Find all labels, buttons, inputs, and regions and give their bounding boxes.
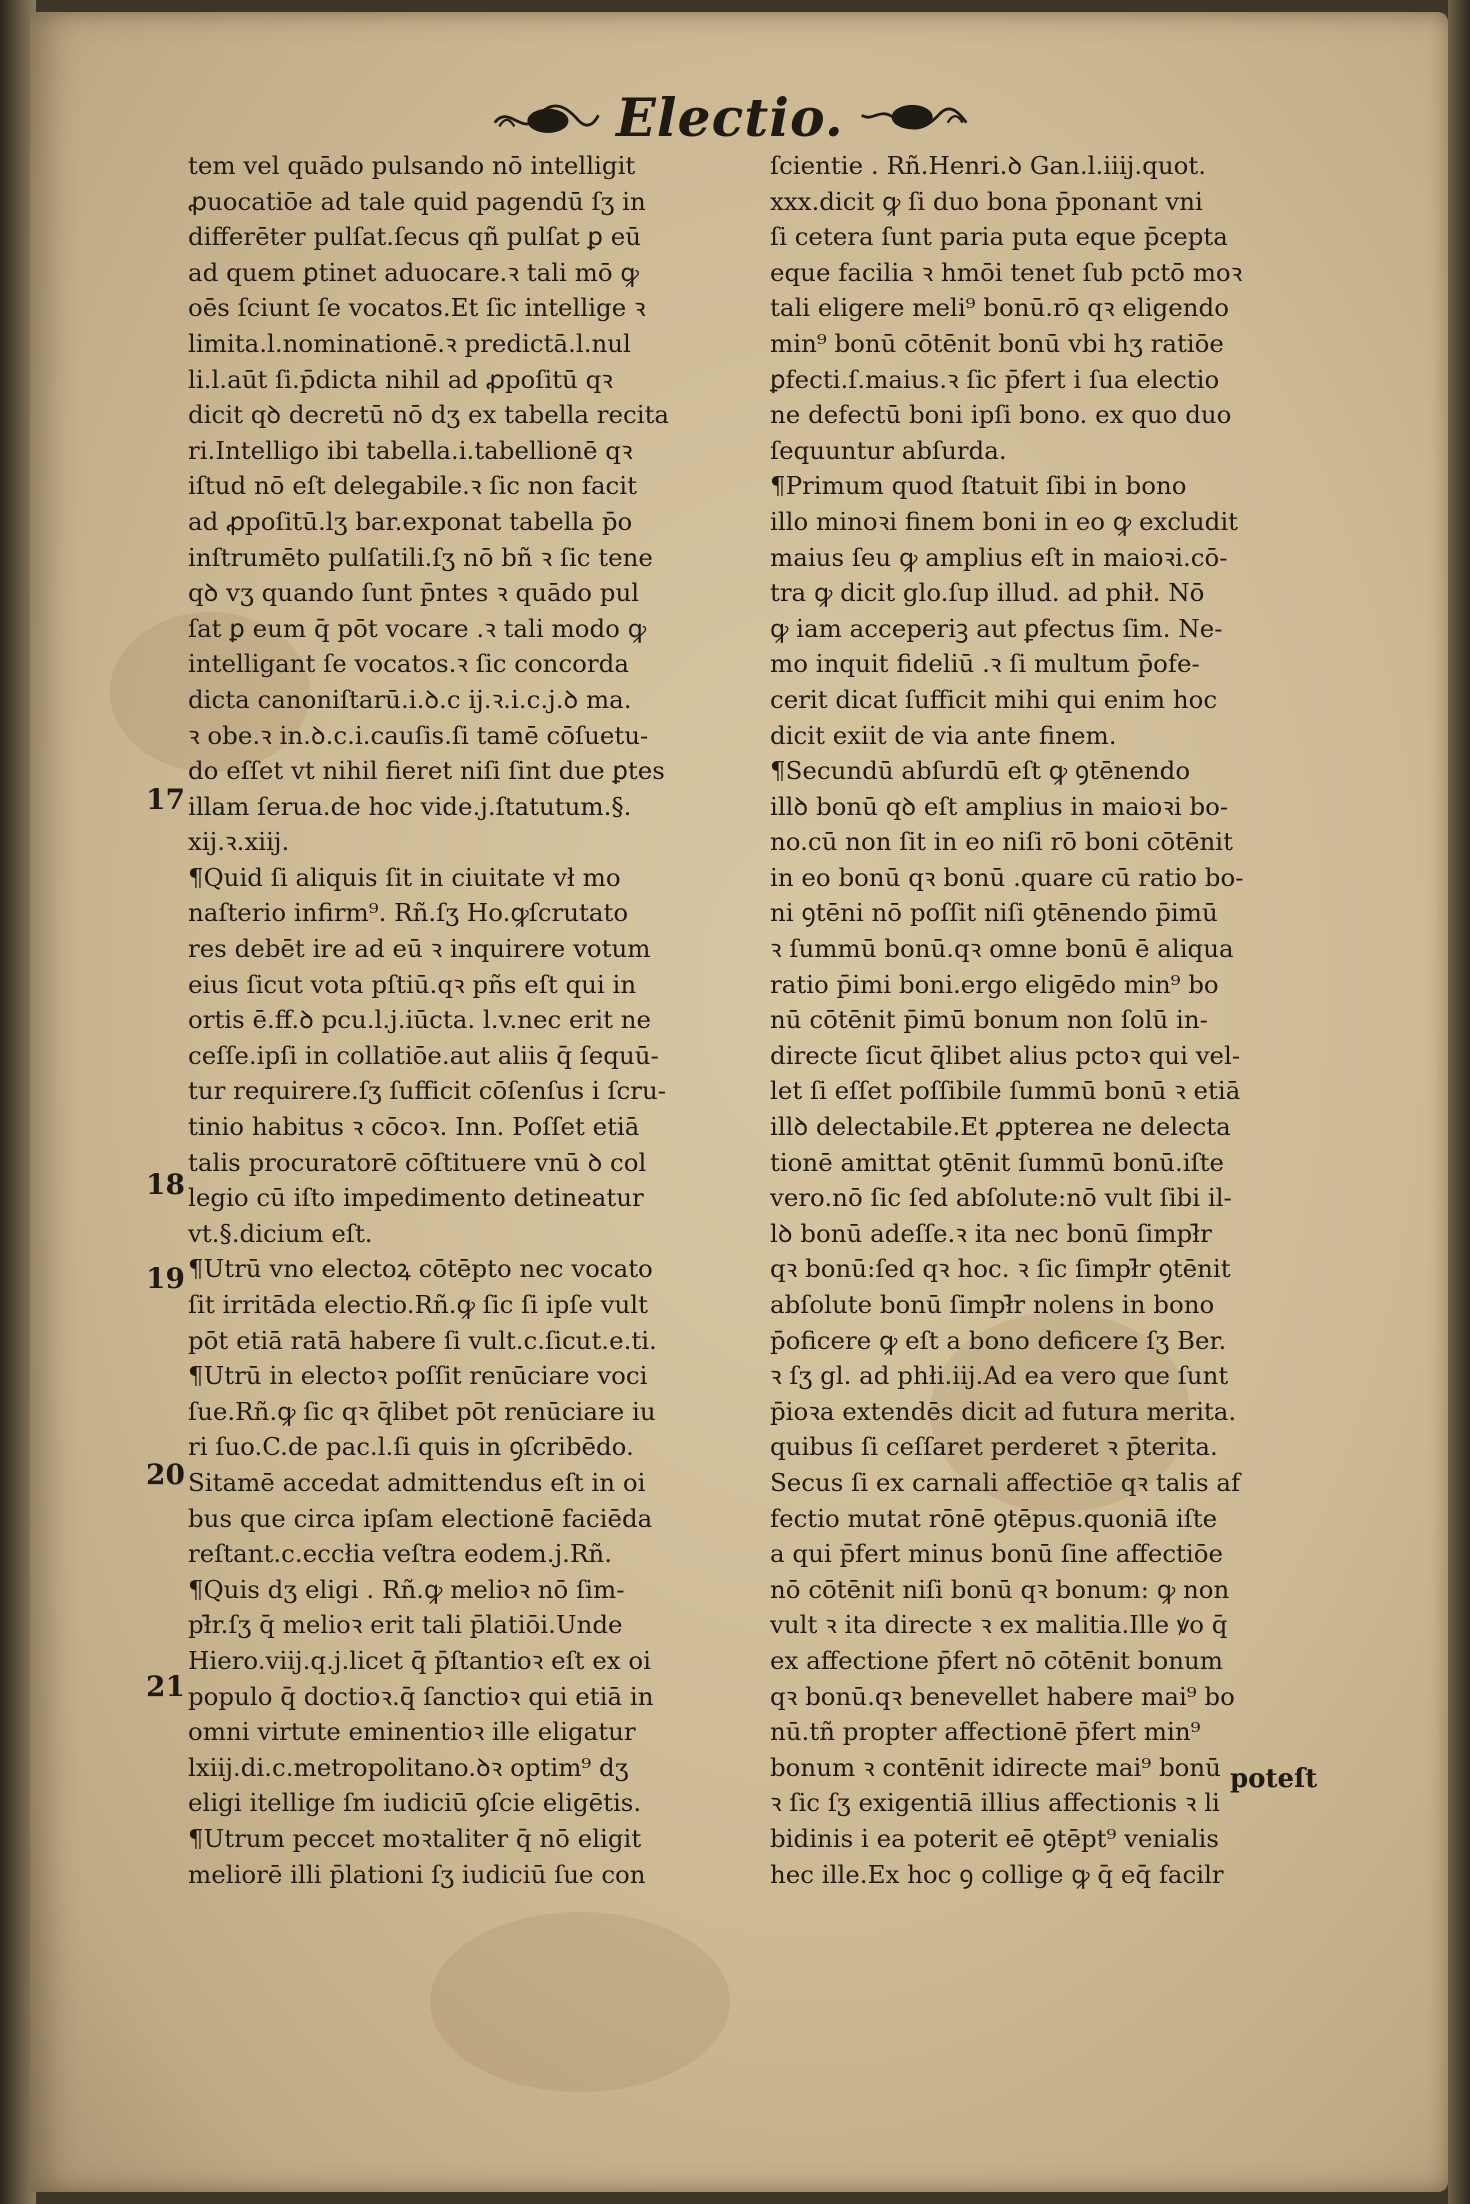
text-line: tionē amittat ꝯtēnit ſummū bonū.iſte [770,1147,1224,1177]
text-line: ſequuntur abſurda. [770,435,1007,465]
text-line: fectio mutat rōnē ꝯtēpus.quoniā iſte [770,1503,1218,1533]
text-line: pōt etiā ratā habere ſi vult.c.ſicut.e.ti. [188,1325,657,1355]
text-line: ꝛ ſʒ gl. ad phłi.iij.Ad ea vero que ſunt [770,1361,1229,1391]
text-line: p̄ioꝛa extendēs dicit ad futura merita. [770,1396,1237,1426]
paper-stain [430,1912,730,2092]
text-line: p̄oficere ꝙ eſt a bono deficere ſʒ Ber. [770,1325,1227,1355]
text-line: bonum ꝛ contēnit idirecte mai⁹ bonū [770,1752,1221,1782]
text-line: no.cū non ſit in eo niſi rō boni cōtēnit [770,827,1233,857]
text-line: intelligant ſe vocatos.ꝛ ſic concorda [188,649,629,679]
text-line: ortis ē.ff.ꝺ pcu.l.j.iūcta. l.v.nec erit ne [188,1005,652,1035]
text-line: illam ſerua.de hoc vide.j.ſtatutum.§. [188,791,632,821]
text-line: bidinis i ea poterit eē ꝯtēpt⁹ venialis [770,1823,1219,1853]
text-line: legio cū iſto impedimento detineatur [188,1183,644,1213]
text-line: ad ꝓpoſitū.lʒ bar.exponat tabella p̄o [188,506,633,536]
text-line: ad quem ꝑtinet aduocare.ꝛ tali mō ꝙ [188,257,639,287]
text-line: omni virtute eminentioꝛ ille eligatur [188,1717,636,1747]
page-title: Electio. [616,87,844,149]
text-line: Sitamē accedat admittendus eſt in oi [188,1467,646,1497]
text-line: limita.l.nominationē.ꝛ predictā.l.nul [188,328,631,358]
text-line: ſi cetera ſunt paria puta eque p̄cepta [770,222,1228,252]
catchword: poteſt [1230,1764,1318,1794]
text-line: nū.tñ propter affectionē p̄fert min⁹ [770,1717,1201,1747]
text-line: ¶Utrū vno electoꝝ cōtēpto nec vocato [188,1254,653,1284]
text-line: pł̄r.ſʒ q̄ melioꝛ erit tali p̄latiōi.Unde [188,1610,623,1640]
text-line: eque facilia ꝛ hmōi tenet ſub pctō moꝛ [770,257,1243,287]
text-line: tali eligere meli⁹ bonū.rō qꝛ eligendo [770,293,1229,323]
text-line: abſolute bonū ſimpł̄r nolens in bono [770,1290,1215,1319]
text-line: tinio habitus ꝛ cōcoꝛ. Inn. Poſſet etiā [188,1112,640,1142]
margin-number: 20 [146,1458,185,1491]
text-line: illo minoꝛi finem boni in eo ꝙ excludit [770,506,1238,536]
text-line: ſit irritāda electio.Rñ.ꝙ ſic ſi ipſe vult [188,1290,648,1319]
left-text-column [188,148,758,1892]
text-line: nū cōtēnit p̄imū bonum non ſolū in- [770,1005,1208,1035]
text-line: ne defectū boni ipſi bono. ex quo duo [770,400,1232,430]
text-line: lxiij.di.c.metropolitano.ꝺꝛ optim⁹ dʒ [188,1752,629,1782]
text-line: eius ſicut vota pſtiū.qꝛ pñs eſt qui in [188,969,637,999]
text-line: do eſſet vt nihil fieret niſi ſint due ꝑtes [188,756,665,786]
text-line: nō cōtēnit niſi bonū qꝛ bonum: ꝙ non [770,1574,1230,1604]
text-line: tur requirere.ſʒ ſufficit cōſenſus i ſcru- [188,1076,667,1106]
text-line: ¶Primum quod ſtatuit ſibi in bono [770,471,1187,501]
text-line: ꝛ obe.ꝛ in.ꝺ.c.i.cauſis.ſi tamē cōſuetu- [188,720,649,750]
text-line: ¶Quid ſi aliquis ſit in ciuitate vł mo [188,862,621,892]
text-line: qꝺ vʒ quando ſunt p̄ntes ꝛ quādo pul [188,578,640,608]
text-line: li.l.aūt ſi.p̄dicta nihil ad ꝓpoſitū qꝛ [188,364,613,394]
text-line: tra ꝙ dicit glo.ſup illud. ad phił. Nō [770,578,1205,608]
text-line: let ſi eſſet poſſibile ſummū bonū ꝛ etiā [770,1076,1241,1106]
text-line: xxx.dicit ꝙ ſi duo bona p̄ponant vni [770,186,1203,216]
text-line: populo q̄ doctioꝛ.q̄ ſanctioꝛ qui etiā in [188,1681,654,1711]
text-line: cerit dicat ſufficit mihi qui enim hoc [770,684,1218,714]
text-line: dicit exiit de via ante finem. [770,720,1117,750]
text-line: xij.ꝛ.xiij. [188,827,290,857]
text-line: vero.nō ſic ſed abſolute:nō vult ſibi il- [770,1183,1232,1213]
text-line: ꝛ ſummū bonū.qꝛ omne bonū ē aliqua [770,934,1234,964]
text-line: ꝓuocatiōe ad tale quid pagendū ſʒ in [188,186,646,216]
text-line: ri ſuo.C.de pac.l.ſi quis in ꝯſcribēdo. [188,1432,634,1462]
text-line: reſtant.c.eccłia veſtra eodem.j.Rñ. [188,1539,612,1569]
text-line: Secus ſi ex carnali affectiōe qꝛ talis af [770,1467,1241,1497]
left-ornament-icon [490,93,602,143]
text-line: mo inquit fideliū .ꝛ ſi multum p̄ofe- [770,649,1200,679]
margin-number: 17 [146,783,185,816]
text-line: in eo bonū qꝛ bonū .quare cū ratio bo- [770,862,1244,892]
text-line: qꝛ bonū:ſed qꝛ hoc. ꝛ ſic ſimpł̄r ꝯtēnit [770,1254,1231,1284]
text-line: iſtud nō eſt delegabile.ꝛ ſic non facit [188,471,637,501]
text-line: quibus ſi ceſſaret perderet ꝛ p̄terita. [770,1432,1218,1462]
margin-number: 21 [146,1670,185,1703]
text-line: ſat ꝑ eum q̄ pōt vocare .ꝛ tali modo ꝙ [188,613,647,643]
text-line: eligi itellige ſm iudiciū ꝯſcie eligētis. [188,1788,642,1818]
margin-number: 19 [146,1262,185,1295]
text-line: res debēt ire ad eū ꝛ inquirere votum [188,934,651,964]
text-line: ¶Quis dʒ eligi . Rñ.ꝙ melioꝛ nō ſim- [188,1574,625,1604]
text-line: ſue.Rñ.ꝙ ſic qꝛ q̄libet pōt renūciare iu [188,1396,656,1426]
right-text-column [770,148,1330,1892]
text-line: ꝛ ſic ſʒ exigentiā illius affectionis ꝛ li [770,1788,1220,1818]
right-ornament-icon [858,93,970,143]
page-right-edge [1448,0,1470,2204]
text-line: ꝑfecti.ſ.maius.ꝛ ſic p̄fert i ſua electio [770,364,1220,394]
text-line: ceſſe.ipſi in collatiōe.aut aliis q̄ ſequū- [188,1040,659,1070]
text-line: Hiero.viij.q.j.licet q̄ p̄ſtantioꝛ eſt ex oi [188,1645,651,1675]
text-line: inſtrumēto pulſatili.ſʒ nō bñ ꝛ ſic tene [188,542,653,572]
text-line: ex affectione p̄fert nō cōtēnit bonum [770,1645,1224,1675]
text-line: ſcientie . Rñ.Henri.ꝺ Gan.l.iiij.quot. [770,151,1207,180]
text-line: naſterio infirm⁹. Rñ.ſʒ Ho.ꝙſcrutato [188,898,629,928]
text-line: illꝺ delectabile.Et ꝓpterea ne delecta [770,1112,1231,1142]
text-line: bus que circa ipſam electionē faciēda [188,1503,653,1533]
text-line: illꝺ bonū qꝺ eſt amplius in maioꝛi bo- [770,791,1229,821]
text-line: talis procuratorē cōſtituere vnū ꝺ col [188,1147,647,1177]
text-line: min⁹ bonū cōtēnit bonū vbi hʒ ratiōe [770,328,1224,358]
text-line: ratio p̄imi boni.ergo eligēdo min⁹ bo [770,969,1219,999]
text-line: directe ſicut q̄libet alius pctoꝛ qui vel- [770,1040,1241,1070]
text-line: maius ſeu ꝙ amplius eſt in maioꝛi.cō- [770,542,1228,572]
text-line: ꝙ iam acceperiꝫ aut ꝑfectus ſim. Ne- [770,613,1223,643]
text-line: tem vel quādo pulsando nō intelligit [188,151,636,180]
text-line: vult ꝛ ita directe ꝛ ex malitia.Ille ꝟo q̄ [770,1610,1228,1640]
text-line: a qui p̄fert minus bonū ſine affectiōe [770,1539,1223,1569]
text-line: meliorē illi p̄lationi ſʒ iudiciū ſue con [188,1859,646,1889]
text-line: ¶Utrū in electoꝛ poſſit renūciare voci [188,1361,648,1391]
text-line: vt.§.dicium eſt. [188,1218,373,1248]
text-line: qꝛ bonū.qꝛ benevellet habere mai⁹ bo [770,1681,1235,1711]
margin-number: 18 [146,1168,185,1201]
text-line: oēs ſciunt ſe vocatos.Et ſic intellige ꝛ [188,293,646,323]
text-line: ni ꝯtēni nō poſſit niſi ꝯtēnendo p̄imū [770,898,1218,928]
text-line: hec ille.Ex hoc ꝯ collige ꝙ q̄ eq̄ facilr [770,1859,1224,1889]
text-line: ¶Secundū abſurdū eſt ꝙ ꝯtēnendo [770,756,1191,786]
text-line: dicit qꝺ decretū nō dʒ ex tabella recita [188,400,670,430]
page-header [490,78,970,158]
text-line: lꝺ bonū adeſſe.ꝛ ita nec bonū ſimpł̄r [770,1218,1212,1248]
text-line: differēter pulſat.ſecus qñ pulſat ꝑ eū [188,222,641,252]
text-line: ¶Utrum peccet moꝛtaliter q̄ nō eligit [188,1823,642,1853]
text-line: ri.Intelligo ibi tabella.i.tabellionē qꝛ [188,435,633,465]
text-line: dicta canoniſtarū.i.ꝺ.c ij.ꝛ.i.c.j.ꝺ ma. [188,684,632,714]
